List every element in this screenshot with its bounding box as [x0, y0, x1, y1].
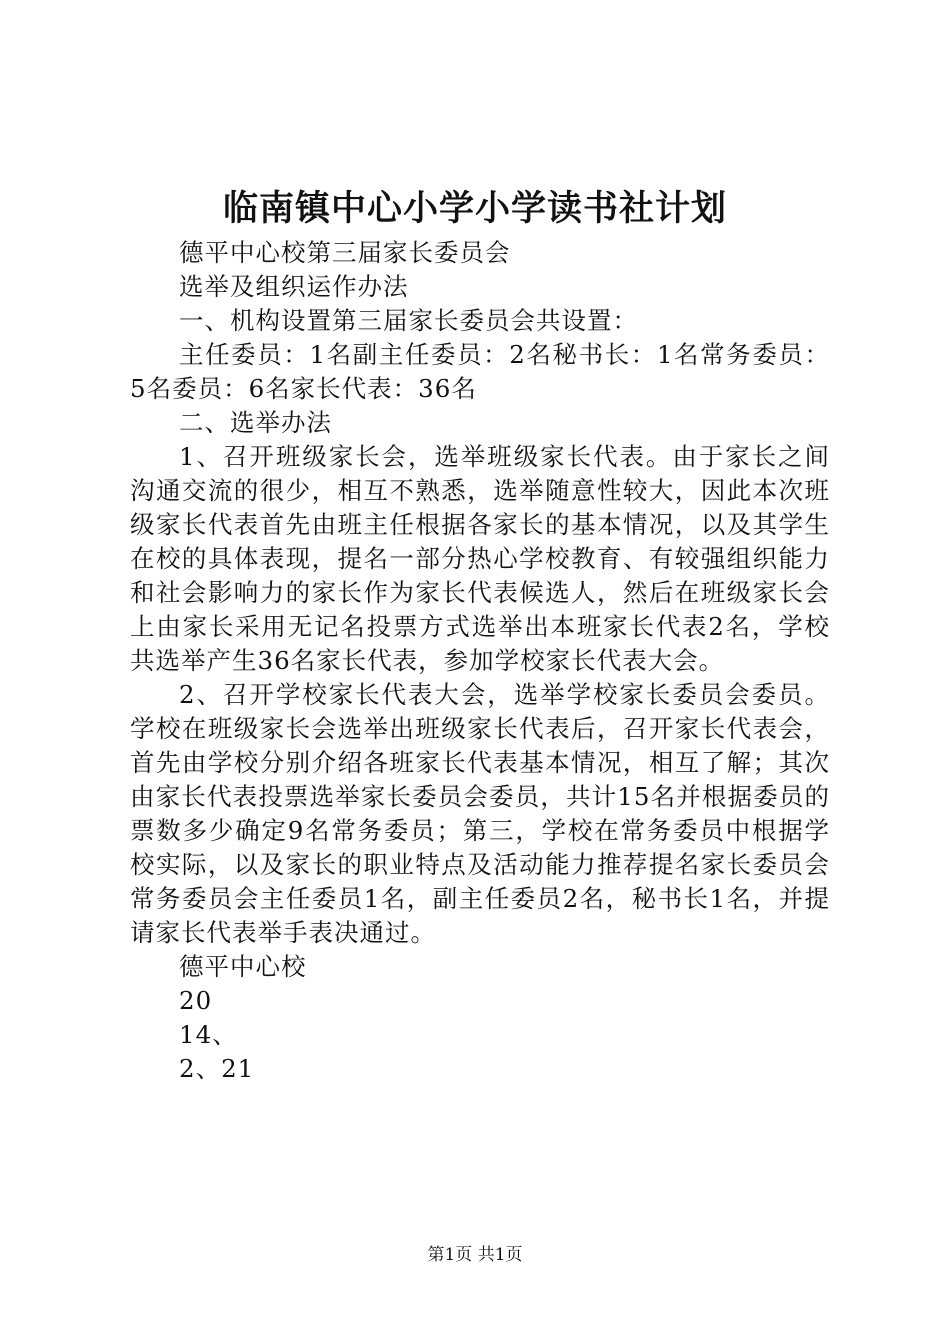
body-paragraph: 1、召开班级家长会，选举班级家长代表。由于家长之间沟通交流的很少，相互不熟悉，选举随意性较大，因此本次班级家长代表首先由班主任根据各家长的基本情况，以及其学生在校的具体表现，提名一部分热心学校教育、有较强组织能力和社会影响力的家长作为家长代表候选人，然后在班级家长会上由家长采用无记名投票方式选举出本班家长代表2名，学校共选举产生36名家长代表，参加学校家长代表大会。 [130, 442, 830, 675]
signature-line: 德平中心校 [179, 952, 307, 981]
body-paragraph: 一、机构设置第三届家长委员会共设置： [179, 306, 638, 335]
date-line: 2、21 [179, 1054, 255, 1083]
body-paragraph: 二、选举办法 [179, 408, 332, 437]
document-title: 临南镇中心小学小学读书社计划 [222, 188, 727, 229]
body-paragraph: 主任委员：1名副主任委员：2名秘书长：1名常务委员：5名委员：6名家长代表：36名 [130, 340, 830, 403]
document-body [130, 236, 830, 1086]
date-line: 14、 [179, 1020, 238, 1049]
body-paragraph: 选举及组织运作办法 [179, 272, 409, 301]
body-paragraph: 德平中心校第三届家长委员会 [179, 238, 511, 267]
date-line: 20 [179, 986, 213, 1015]
body-paragraph: 2、召开学校家长代表大会，选举学校家长委员会委员。学校在班级家长会选举出班级家长代表后，召开家长代表会，首先由学校分别介绍各班家长代表基本情况，相互了解；其次由家长代表投票选举家长委员会委员，共计15名并根据委员的票数多少确定9名常务委员；第三，学校在常务委员中根据学校实际，以及家长的职业特点及活动能力推荐提名家长委员会常务委员会主任委员1名，副主任委员2名，秘书长1名，并提请家长代表举手表决通过。 [130, 680, 830, 947]
page-footer: 第1页 共1页 [427, 1245, 523, 1265]
